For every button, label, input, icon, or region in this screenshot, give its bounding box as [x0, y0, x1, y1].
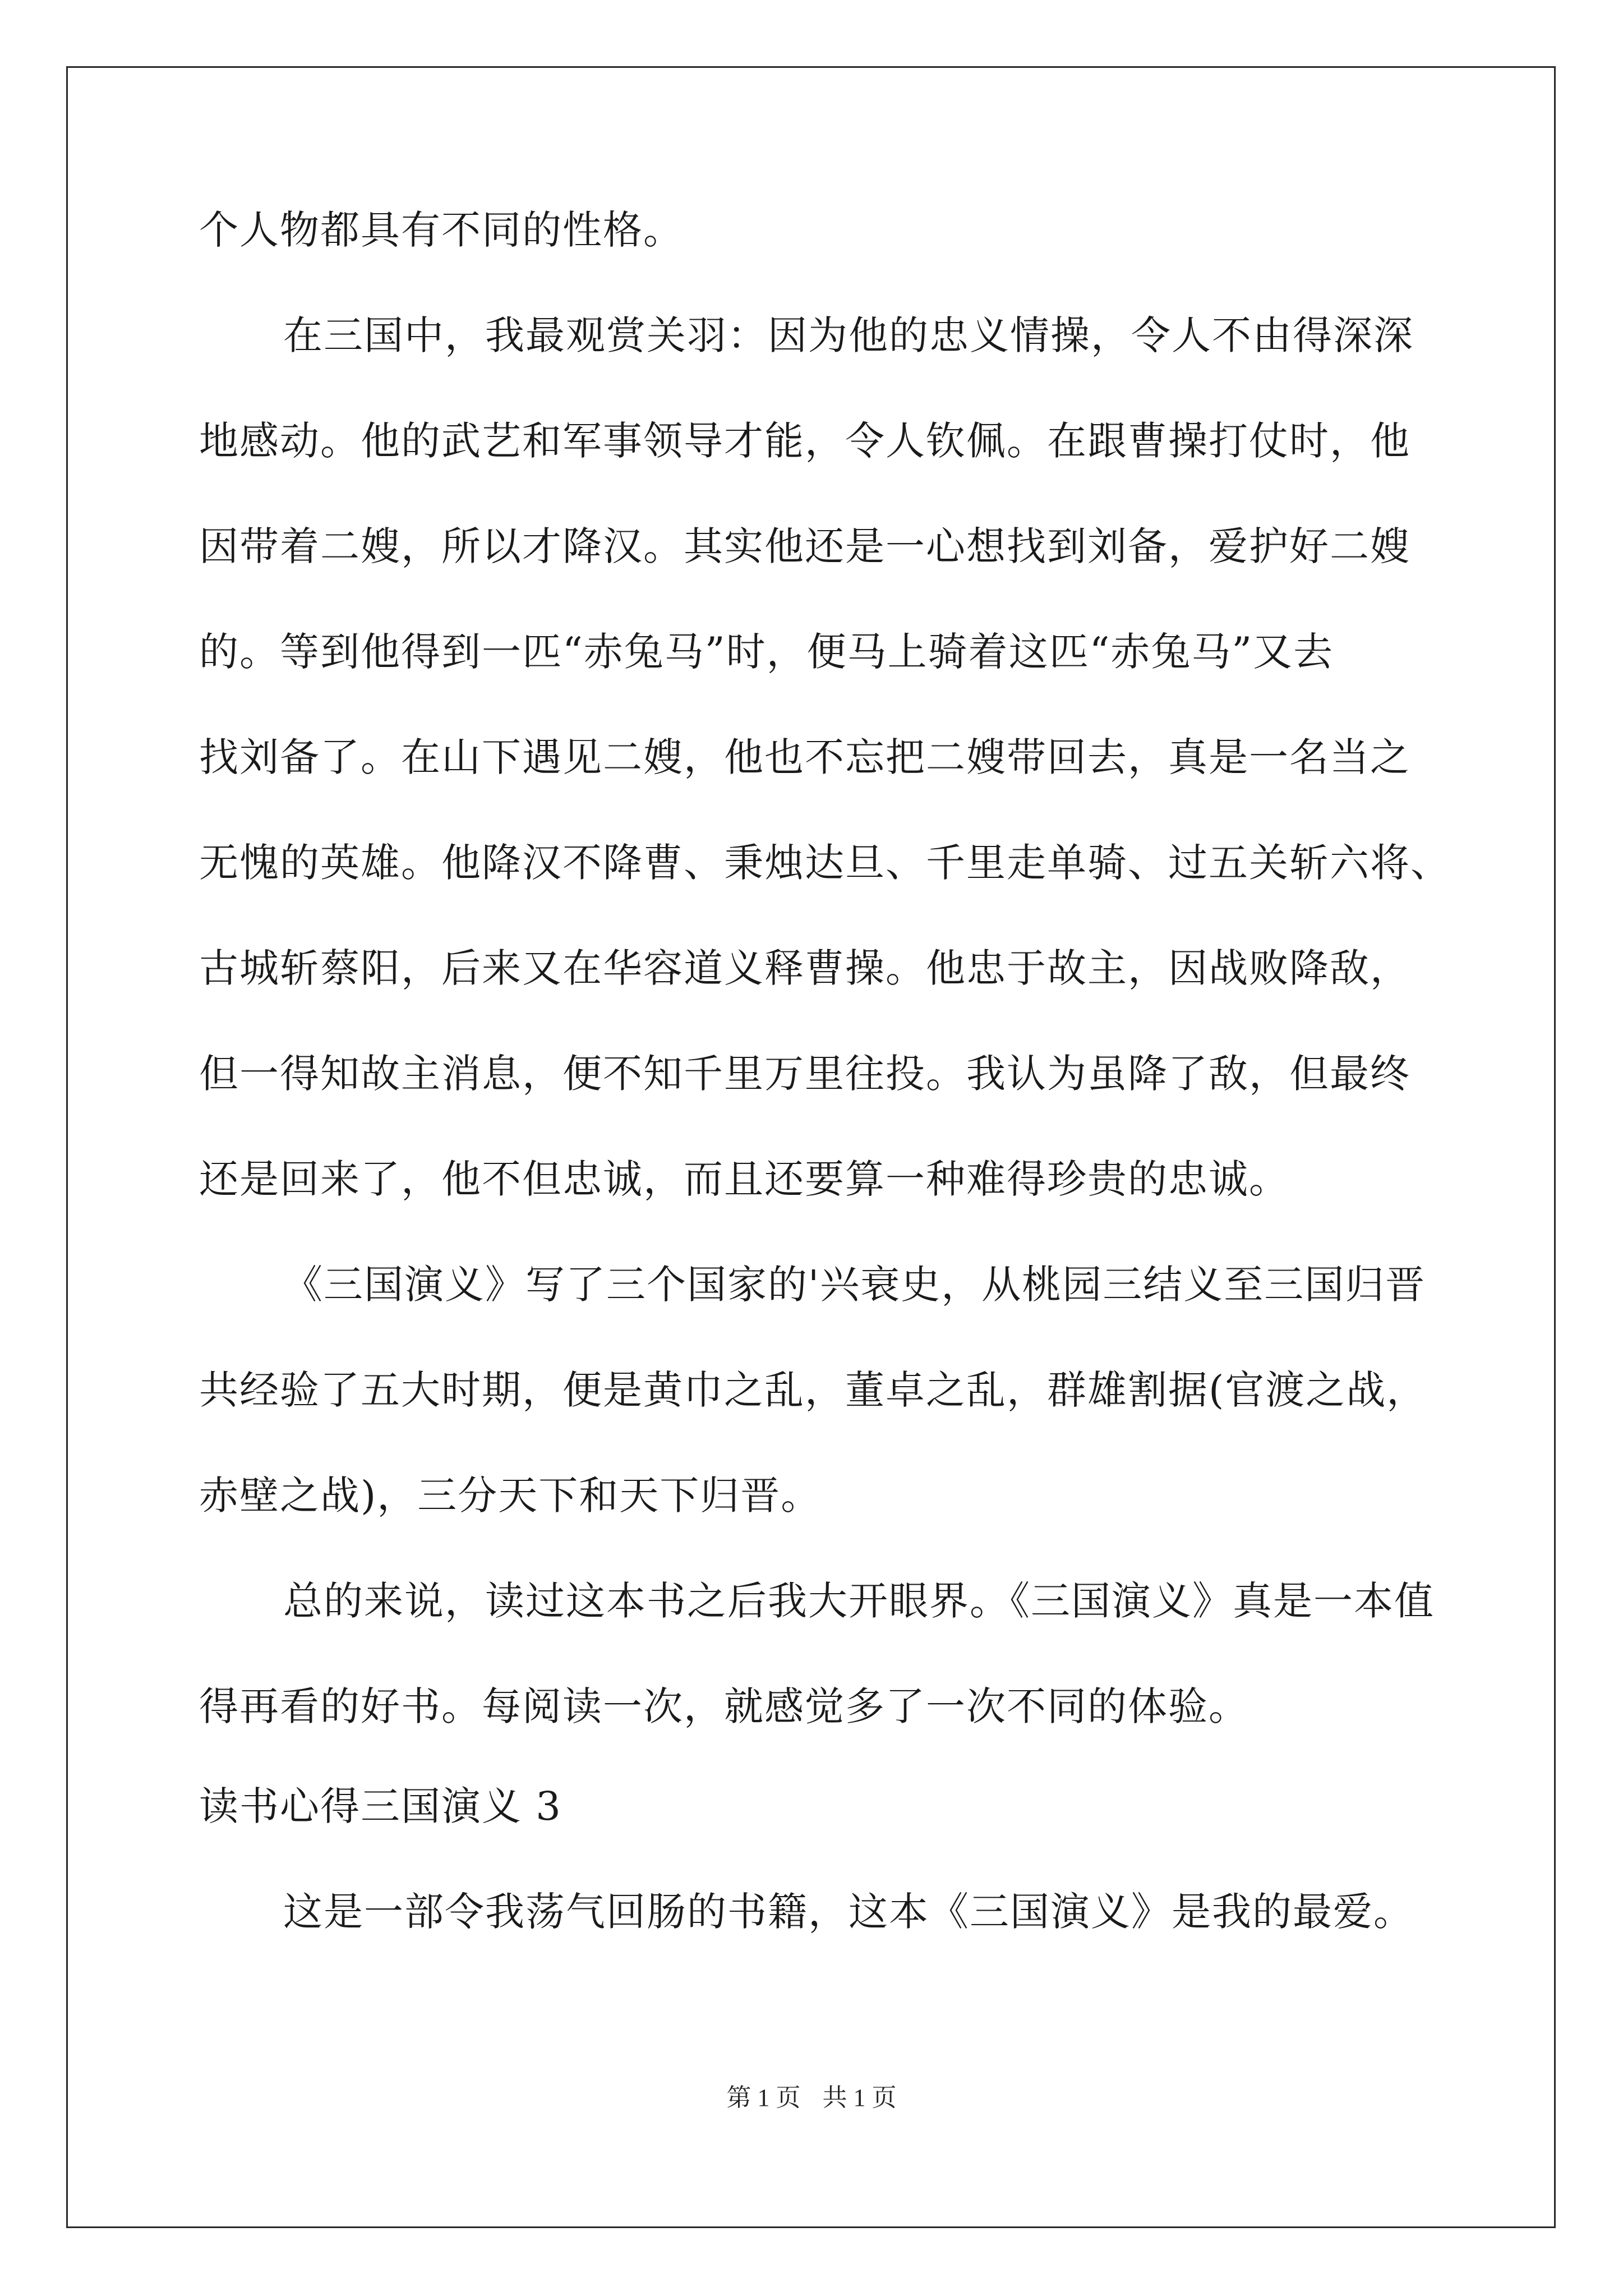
- paragraph-start-line: 这是一部令我荡气回肠的书籍，这本《三国演义》是我的最爱。: [283, 1889, 1414, 1935]
- text-line: 得再看的好书。每阅读一次，就感觉多了一次不同的体验。: [199, 1683, 1249, 1729]
- text-line: 无愧的英雄。他降汉不降曹、秉烛达旦、千里走单骑、过五关斩六将、: [199, 840, 1451, 886]
- text-line: 因带着二嫂，所以才降汉。其实他还是一心想找到刘备，爱护好二嫂: [199, 523, 1410, 569]
- text-line: 共经验了五大时期，便是黄巾之乱，董卓之乱，群雄割据(官渡之战，: [199, 1367, 1427, 1413]
- text-line: 古城斩蔡阳，后来又在华容道义释曹操。他忠于故主，因战败降敌，: [199, 945, 1410, 991]
- section-heading: 读书心得三国演义 3: [199, 1783, 562, 1829]
- text-line: 但一得知故主消息，便不知千里万里往投。我认为虽降了敌，但最终: [199, 1051, 1410, 1097]
- page-total: 共 1 页: [822, 2084, 897, 2111]
- text-line: 赤壁之战)，三分天下和天下归晋。: [199, 1473, 822, 1519]
- page-footer: [0, 2081, 1623, 2115]
- text-line: 找刘备了。在山下遇见二嫂，他也不忘把二嫂带回去，真是一名当之: [199, 734, 1410, 780]
- text-line: 还是回来了，他不但忠诚，而且还要算一种难得珍贵的忠诚。: [199, 1156, 1289, 1202]
- text-line: 地感动。他的武艺和军事领导才能，令人钦佩。在跟曹操打仗时，他: [199, 418, 1410, 464]
- text-line: 的。等到他得到一匹“赤兔马”时，便马上骑着这匹“赤兔马”又去: [199, 629, 1334, 675]
- page-number: 第 1 页: [726, 2084, 801, 2111]
- text-line: 个人物都具有不同的性格。: [199, 207, 684, 253]
- paragraph-start-line: 总的来说，读过这本书之后我大开眼界。《三国演义》真是一本值: [283, 1578, 1435, 1624]
- paragraph-start-line: 《三国演义》写了三个国家的'兴衰史，从桃园三结义至三国归晋: [283, 1262, 1426, 1308]
- paragraph-start-line: 在三国中，我最观赏关羽：因为他的忠义情操，令人不由得深深: [283, 312, 1414, 358]
